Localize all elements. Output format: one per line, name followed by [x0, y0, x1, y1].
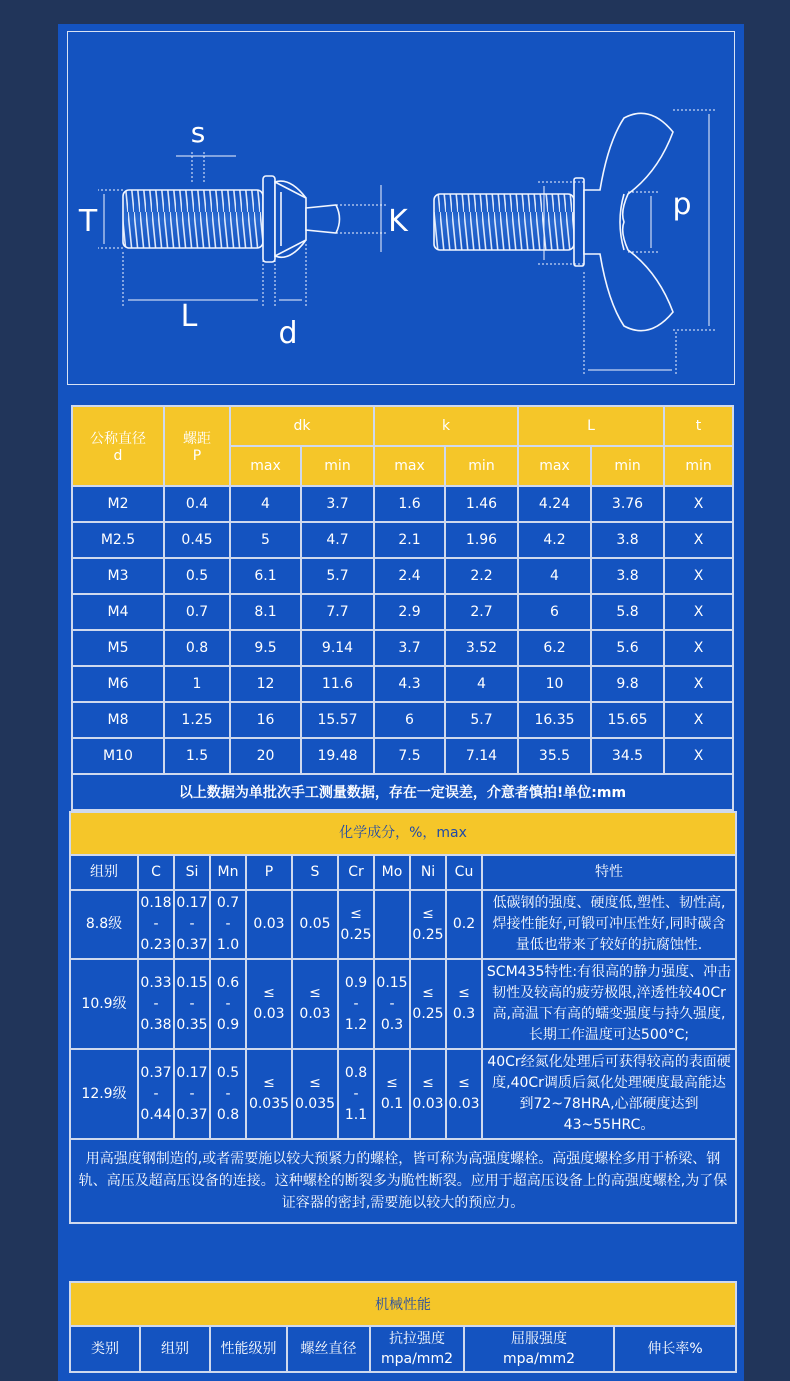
table-cell: 4 [518, 558, 591, 594]
table-cell: 6.2 [518, 630, 591, 666]
table-cell: 4 [230, 486, 301, 522]
element-cell-c [138, 890, 174, 959]
element-cell-cr [338, 890, 374, 959]
mech-title: 机械性能 [70, 1282, 736, 1326]
table-cell: X [664, 630, 733, 666]
element-value-line: 0.44 [140, 1106, 172, 1123]
header-k: k [374, 406, 518, 446]
label-T: T [78, 204, 98, 239]
table-cell: 3.76 [591, 486, 664, 522]
element-cell-p [246, 890, 292, 959]
element-value-line: ≤ [309, 985, 321, 1001]
element-cell-mo [374, 1049, 410, 1139]
table-cell: 1.96 [445, 522, 518, 558]
table-row [72, 630, 733, 666]
element-value-line: - [189, 1085, 195, 1102]
table-cell: X [664, 702, 733, 738]
table-cell: M3 [72, 558, 164, 594]
element-value-line: 0.38 [140, 1016, 172, 1033]
element-cell-c [138, 1049, 174, 1139]
element-cell-si [174, 890, 210, 959]
element-value-line: 0.7 [216, 895, 240, 911]
element-cell-p [246, 1049, 292, 1139]
grade-cell: 12.9级 [70, 1049, 138, 1139]
element-cell-mn [210, 1049, 246, 1139]
table-cell: 4.3 [374, 666, 445, 702]
chem-header-cell: Si [174, 855, 210, 890]
table-row [72, 486, 733, 522]
table-cell: 11.6 [301, 666, 374, 702]
chem-header-cell: C [138, 855, 174, 890]
table-cell: X [664, 558, 733, 594]
element-value-line: 0.17 [176, 895, 208, 911]
table-cell: 3.52 [445, 630, 518, 666]
element-value-line: - [353, 1085, 359, 1102]
table-cell: 5.7 [445, 702, 518, 738]
table-row [70, 959, 736, 1049]
table-cell: M4 [72, 594, 164, 630]
element-cell-cu [446, 890, 482, 959]
element-value-line: 0.9 [344, 974, 368, 991]
table-cell: 35.5 [518, 738, 591, 774]
property-cell: 低碳钢的强度、硬度低,塑性、韧性高,焊接性能好,可锻可冲压性好,同时碳含量低也带来了较好的抗腐蚀性. [482, 890, 736, 959]
label-p: p [672, 187, 692, 222]
element-value-line: 0.17 [176, 1064, 208, 1081]
grade-cell: 10.9级 [70, 959, 138, 1049]
table-cell: X [664, 522, 733, 558]
table-cell: 34.5 [591, 738, 664, 774]
table-cell: 8.1 [230, 594, 301, 630]
table-cell: X [664, 738, 733, 774]
element-value-line: 0.37 [176, 937, 208, 953]
element-value-line: - [225, 916, 231, 932]
element-value-line: 0.035 [294, 1096, 336, 1112]
chem-header-cell: Mn [210, 855, 246, 890]
element-value-line: ≤ [263, 1075, 275, 1091]
element-value-line: ≤ [263, 985, 275, 1001]
table-cell: 0.5 [164, 558, 230, 594]
element-value-line: 0.25 [412, 1006, 444, 1022]
table-cell: 7.5 [374, 738, 445, 774]
element-value-line: 0.05 [299, 916, 331, 932]
element-cell-mn [210, 959, 246, 1049]
element-value-line: - [153, 995, 159, 1012]
chem-header-cell: S [292, 855, 338, 890]
mech-header-category: 类别 [70, 1326, 140, 1372]
dimensions-table [71, 405, 734, 811]
element-value-line: ≤ [458, 985, 470, 1001]
header-dk: dk [230, 406, 374, 446]
table-row [72, 594, 733, 630]
table-cell: 3.7 [374, 630, 445, 666]
element-value-line: ≤ [458, 1075, 470, 1091]
table-cell: 9.5 [230, 630, 301, 666]
chem-header-cell: Ni [410, 855, 446, 890]
element-value-line: 0.03 [412, 1096, 444, 1112]
table-cell: 2.9 [374, 594, 445, 630]
mech-header-elongation: 伸长率% [614, 1326, 736, 1372]
element-value-line: 0.18 [140, 895, 172, 911]
element-value-line: 1.1 [344, 1106, 368, 1123]
element-cell-ni [410, 959, 446, 1049]
element-value-line: ≤ [422, 1075, 434, 1091]
element-value-line: 0.25 [340, 926, 372, 943]
table-cell: 6 [518, 594, 591, 630]
table-cell: 3.7 [301, 486, 374, 522]
table-cell: 16.35 [518, 702, 591, 738]
grade-cell: 8.8级 [70, 890, 138, 959]
table-cell: 1.25 [164, 702, 230, 738]
table-cell: 20 [230, 738, 301, 774]
element-value-line: 0.15 [176, 974, 208, 991]
header-t: t [664, 406, 733, 446]
table-cell: 4.24 [518, 486, 591, 522]
mech-header-group: 组别 [140, 1326, 210, 1372]
label-d: d [278, 316, 298, 351]
table-cell: M5 [72, 630, 164, 666]
element-value-line: 0.8 [344, 1064, 368, 1081]
table-cell: 2.2 [445, 558, 518, 594]
element-value-line: 0.9 [216, 1016, 240, 1033]
table-cell: 10 [518, 666, 591, 702]
chem-header-cell: 组别 [70, 855, 138, 890]
element-value-line: 0.37 [176, 1106, 208, 1123]
table-cell: 1.46 [445, 486, 518, 522]
table-cell: X [664, 594, 733, 630]
element-value-line: 0.35 [176, 1016, 208, 1033]
element-value-line: 0.2 [452, 916, 476, 932]
table-cell: 4 [445, 666, 518, 702]
element-value-line: - [153, 916, 159, 932]
right-bolt [434, 113, 673, 330]
element-value-line: - [153, 1085, 159, 1102]
element-value-line: 0.8 [216, 1106, 240, 1123]
element-value-line: - [353, 995, 359, 1012]
table-cell: 2.4 [374, 558, 445, 594]
table-cell: 5.8 [591, 594, 664, 630]
element-value-line: 0.23 [140, 937, 172, 953]
table-cell: 1.5 [164, 738, 230, 774]
table-cell: 15.65 [591, 702, 664, 738]
element-cell-mo [374, 890, 410, 959]
table-cell: X [664, 666, 733, 702]
table-cell: 4.7 [301, 522, 374, 558]
chemical-composition-table [69, 811, 737, 1224]
mech-header-grade: 性能级别 [210, 1326, 287, 1372]
element-value-line: 0.5 [216, 1064, 240, 1081]
table-cell: 0.8 [164, 630, 230, 666]
chem-header-cell: Cu [446, 855, 482, 890]
element-value-line: 0.3 [452, 1006, 476, 1022]
left-bolt [123, 176, 340, 262]
element-value-line: 0.37 [140, 1064, 172, 1081]
element-value-line: 0.03 [253, 916, 285, 932]
element-value-line: 0.33 [140, 974, 172, 991]
element-value-line: ≤ [386, 1075, 398, 1091]
chem-title: 化学成分，%，max [70, 812, 736, 855]
table-cell: 4.2 [518, 522, 591, 558]
element-value-line: - [189, 916, 195, 932]
element-cell-s [292, 1049, 338, 1139]
element-cell-cu [446, 1049, 482, 1139]
chem-header-cell: P [246, 855, 292, 890]
property-cell: SCM435特性:有很高的静力强度、冲击韧性及较高的疲劳极限,淬透性较40Cr高,高温下有高的蠕变强度与持久强度,长期工作温度可达500°C; [482, 959, 736, 1049]
table-cell: M10 [72, 738, 164, 774]
mech-header-tensile: 抗拉强度 mpa/mm2 [370, 1326, 464, 1372]
table-cell: 5.7 [301, 558, 374, 594]
element-value-line: 0.03 [299, 1006, 331, 1022]
table-cell: 1.6 [374, 486, 445, 522]
mech-header-diameter: 螺丝直径 [287, 1326, 370, 1372]
element-value-line: ≤ [350, 905, 362, 922]
table-cell: 9.14 [301, 630, 374, 666]
table-row [72, 702, 733, 738]
table-cell: 0.7 [164, 594, 230, 630]
element-cell-cu [446, 959, 482, 1049]
element-value-line: - [389, 995, 395, 1012]
mechanical-properties-table [69, 1281, 737, 1373]
label-K: K [388, 204, 408, 239]
element-value-line: - [225, 995, 231, 1012]
chem-header-cell: 特性 [482, 855, 736, 890]
table-cell: 0.45 [164, 522, 230, 558]
table-cell: 1 [164, 666, 230, 702]
table-cell: M2 [72, 486, 164, 522]
element-value-line: 0.03 [253, 1006, 285, 1022]
sub-header: min [301, 446, 374, 486]
header-nominal-diameter: 公称直径 d [72, 406, 164, 486]
table-row [72, 738, 733, 774]
element-cell-ni [410, 1049, 446, 1139]
element-cell-c [138, 959, 174, 1049]
table-cell: 3.8 [591, 558, 664, 594]
table-cell: M2.5 [72, 522, 164, 558]
high-strength-note: 用高强度钢制造的,或者需要施以较大预紧力的螺栓，皆可称为高强度螺栓。高强度螺栓多用于桥梁、钢轨、高压及超高压设备的连接。这种螺栓的断裂多为脆性断裂。应用于超高压设备上的高强度螺栓,为了保证容器的密封,需要施以较大的预应力。 [70, 1139, 736, 1223]
table-cell: 6 [374, 702, 445, 738]
label-s: s [190, 116, 206, 149]
table-row [72, 522, 733, 558]
element-value-line: 0.6 [216, 974, 240, 991]
table-cell: 12 [230, 666, 301, 702]
element-value-line: ≤ [422, 905, 434, 922]
element-value-line: 0.25 [412, 926, 444, 943]
table-cell: 3.8 [591, 522, 664, 558]
element-cell-s [292, 959, 338, 1049]
chem-header-cell: Cr [338, 855, 374, 890]
sub-header: min [664, 446, 733, 486]
element-cell-cr [338, 959, 374, 1049]
property-cell: 40Cr经氮化处理后可获得较高的表面硬度,40Cr调质后氮化处理硬度最高能达到72~78HRA,心部硬度达到43~55HRC。 [482, 1049, 736, 1139]
element-cell-p [246, 959, 292, 1049]
element-cell-mo [374, 959, 410, 1049]
table-cell: 19.48 [301, 738, 374, 774]
element-value-line: 0.3 [380, 1016, 404, 1033]
table-cell: M8 [72, 702, 164, 738]
element-value-line: 0.1 [380, 1096, 404, 1112]
element-cell-ni [410, 890, 446, 959]
element-value-line: ≤ [309, 1075, 321, 1091]
table-row [70, 890, 736, 959]
element-cell-si [174, 1049, 210, 1139]
chem-header-cell: Mo [374, 855, 410, 890]
measurement-note: 以上数据为单批次手工测量数据，存在一定误差，介意者慎拍!单位:mm [72, 774, 733, 810]
label-L: L [180, 299, 198, 334]
dimension-diagram [68, 32, 736, 386]
table-row [70, 1049, 736, 1139]
sub-header: min [591, 446, 664, 486]
header-L: L [518, 406, 664, 446]
element-value-line: 1.2 [344, 1016, 368, 1033]
table-cell: 0.4 [164, 486, 230, 522]
table-cell: 15.57 [301, 702, 374, 738]
table-cell: 16 [230, 702, 301, 738]
sub-header: max [230, 446, 301, 486]
table-cell: 6.1 [230, 558, 301, 594]
element-value-line: 0.15 [376, 974, 408, 991]
table-cell: 5.6 [591, 630, 664, 666]
element-cell-cr [338, 1049, 374, 1139]
mech-header-yield: 屈服强度 mpa/mm2 [464, 1326, 614, 1372]
element-cell-mn [210, 890, 246, 959]
table-row [72, 666, 733, 702]
table-cell: M6 [72, 666, 164, 702]
sub-header: max [374, 446, 445, 486]
header-pitch: 螺距 P [164, 406, 230, 486]
element-value-line: 0.035 [248, 1096, 290, 1112]
element-value-line: - [189, 995, 195, 1012]
wing-bolt-drawing [67, 31, 735, 385]
table-cell: 7.14 [445, 738, 518, 774]
sub-header: min [445, 446, 518, 486]
table-cell: 5 [230, 522, 301, 558]
table-cell: 2.1 [374, 522, 445, 558]
table-cell: 2.7 [445, 594, 518, 630]
element-value-line: ≤ [422, 985, 434, 1001]
table-cell: 7.7 [301, 594, 374, 630]
table-cell: 9.8 [591, 666, 664, 702]
table-row [72, 558, 733, 594]
table-cell: X [664, 486, 733, 522]
element-value-line: 0.03 [448, 1096, 480, 1112]
element-cell-s [292, 890, 338, 959]
sub-header: max [518, 446, 591, 486]
element-cell-si [174, 959, 210, 1049]
element-value-line: - [225, 1085, 231, 1102]
element-value-line: 1.0 [216, 937, 240, 953]
